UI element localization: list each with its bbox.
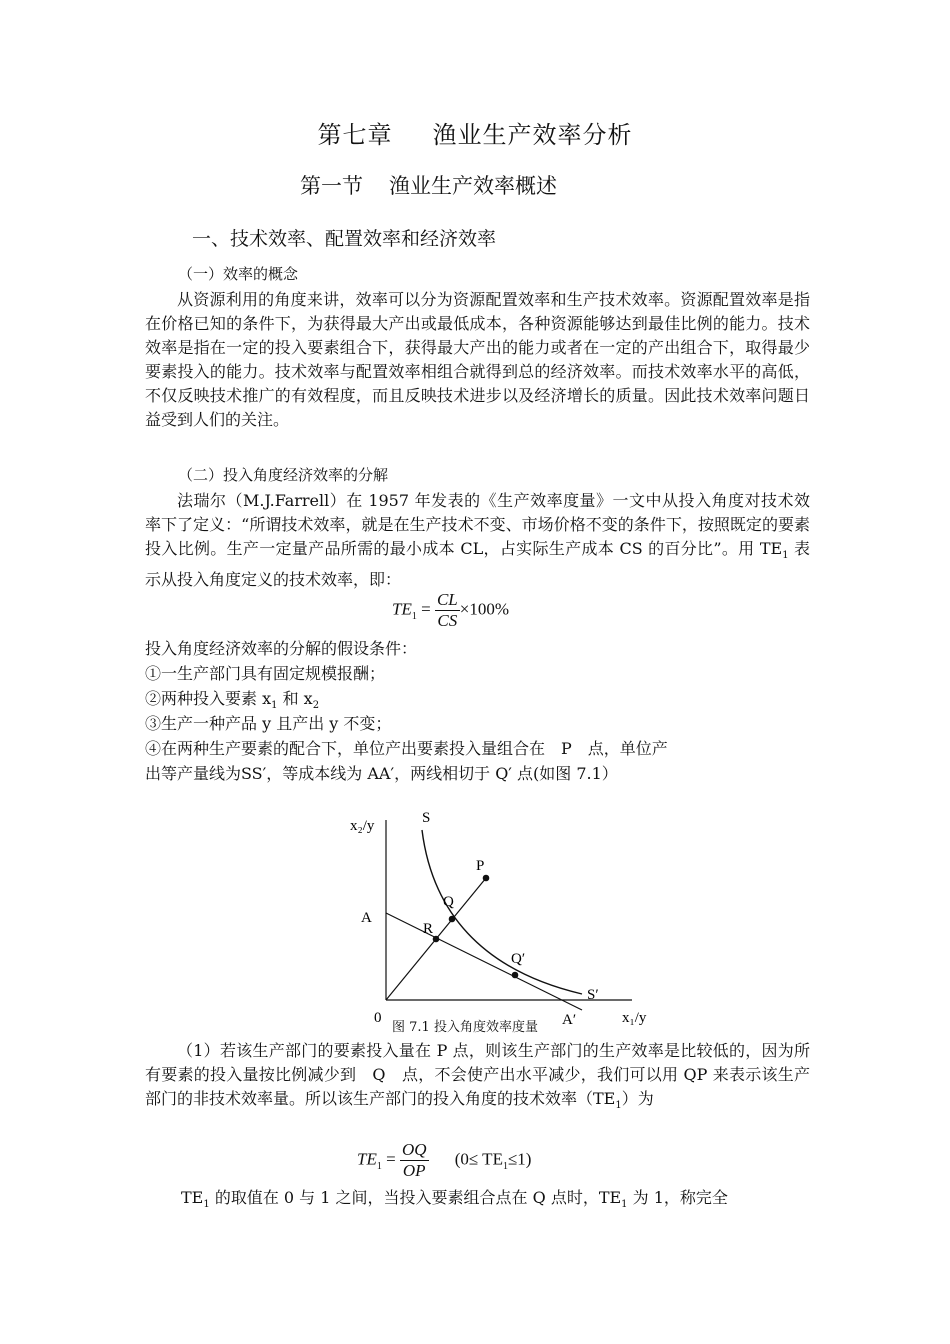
isoquant-curve-ss	[422, 830, 582, 994]
formula2-numerator: OQ	[401, 1140, 427, 1159]
label-q: Q	[443, 894, 454, 910]
point-r	[433, 936, 440, 943]
part3-sub: 1	[615, 1100, 622, 1112]
equals-sign-2: =	[386, 1149, 400, 1169]
last-line-pre: TE	[181, 1188, 204, 1207]
part3-paragraph-block	[145, 1039, 810, 1118]
formula1-sub: 1	[411, 610, 417, 622]
point-p	[483, 875, 490, 882]
y-axis-label: x₂/y	[350, 818, 375, 834]
formula1-tail: ×100%	[459, 599, 509, 619]
point-q	[449, 916, 456, 923]
label-s-prime: S′	[587, 987, 599, 1003]
point-q-prime	[512, 972, 519, 979]
formula2-range-pre: (0≤ TE	[454, 1149, 503, 1169]
formula1-lhs: TE	[392, 599, 412, 619]
assumption-4-line1: ④在两种生产要素的配合下，单位产出要素投入量组合在 P 点，单位产	[145, 739, 668, 758]
section-number: 第一节	[300, 174, 363, 198]
assumption-4-line2: 出等产量线为SS′，等成本线为 AA′，两线相切于 Q′ 点(如图 7.1）	[145, 764, 618, 783]
formula2-fraction	[400, 1140, 429, 1181]
label-r: R	[423, 921, 434, 937]
part3-paragraph	[145, 1039, 810, 1118]
part2-text-a: 法瑞尔（M.J.Farrell）在 1957 年发表的《生产效率度量》一文中从投入角度对技术效率下了定义：“所谓技术效率，就是在生产技术不变、市场价格不变的条件下，按照既定的要素投入比例。生产一定量产品所需的最小成本 CL，占实际生产成本 CS 的百分比”。用 TE	[145, 491, 810, 558]
formula-te-ratio	[357, 1140, 531, 1181]
equals-sign: =	[421, 599, 435, 619]
part1-paragraph: 从资源利用的角度来讲，效率可以分为资源配置效率和生产技术效率。资源配置效率是指在价格已知的条件下，为获得最大产出或最低成本，各种资源能够达到最佳比例的能力。技术效率是指在一定的投入要素组合下，获得最大产出的能力或者在一定的产出组合下，取得最少要素投入的能力。技术效率与配置效率相组合就得到总的经济效率。而技术效率水平的高低，不仅反映技术推广的有效程度，而且反映技术进步以及经济增长的质量。因此技术效率问题日益受到人们的关注。	[145, 290, 810, 429]
figure-caption: 图 7.1 投入角度效率度量	[392, 1020, 538, 1035]
part3-text-end: ）为	[621, 1089, 654, 1108]
efficiency-figure	[340, 800, 670, 1040]
subheading: 一、技术效率、配置效率和经济效率	[192, 228, 497, 250]
assumption-2-sub2: 2	[312, 700, 320, 712]
assumption-1: ①一生产部门具有固定规模报酬；	[145, 664, 386, 683]
label-q-prime: Q′	[511, 951, 526, 967]
chapter-title	[0, 115, 950, 150]
label-a-prime: A′	[562, 1012, 577, 1028]
chapter-number: 第七章	[317, 121, 393, 149]
formula2-range-post: ≤1)	[507, 1149, 532, 1169]
label-s: S	[422, 810, 431, 826]
formula2-denominator: OP	[402, 1161, 426, 1180]
formula1-fraction	[435, 590, 460, 631]
formula2-range-sub: 1	[502, 1160, 508, 1172]
part2-text-end: 表示从投入角度定义的技术效率，即：	[145, 539, 810, 590]
part1-heading: （一）效率的概念	[178, 265, 299, 283]
last-line-post: 为 1，称完全	[627, 1188, 728, 1207]
last-line-sub1: 1	[203, 1199, 210, 1211]
formula2-sub: 1	[376, 1160, 382, 1172]
formula-te-cost	[392, 590, 509, 631]
part3-text: （1）若该生产部门的要素投入量在 P 点，则该生产部门的生产效率是比较低的，因为所有要素的投入量按比例减少到 Q 点，不会使产出水平减少，我们可以用 QP 来表示该生产部门的非技术效率量。所以该生产部门的投入角度的技术效率（TE	[145, 1041, 810, 1108]
part2-heading: （二）投入角度经济效率的分解	[178, 466, 389, 484]
last-line-mid: 的取值在 0 与 1 之间，当投入要素组合点在 Q 点时，TE	[209, 1188, 622, 1207]
part1-paragraph-block	[145, 288, 810, 432]
x-axis-label: x₁/y	[622, 1010, 647, 1026]
label-p: P	[476, 858, 485, 874]
section-title	[300, 170, 557, 200]
last-line-sub2: 1	[621, 1199, 628, 1211]
assumption-3: ③生产一种产品 y 且产出 y 不变；	[145, 714, 392, 733]
assumption-2-pre: ②两种投入要素 x	[145, 689, 272, 708]
last-line	[181, 1186, 728, 1217]
formula1-numerator: CL	[436, 590, 458, 609]
part2-paragraph-block	[145, 489, 810, 592]
assumption-2-mid: 和 x	[277, 689, 313, 708]
chapter-name: 渔业生产效率分析	[432, 121, 633, 149]
assumptions-intro: 投入角度经济效率的分解的假设条件：	[145, 639, 418, 658]
part2-sub: 1	[782, 550, 789, 562]
part2-paragraph	[145, 489, 810, 592]
origin-label: 0	[374, 1010, 382, 1026]
assumption-2-sub1: 1	[271, 700, 278, 712]
formula1-denominator: CS	[437, 611, 458, 630]
formula2-lhs: TE	[357, 1149, 377, 1169]
isocost-line-aa	[386, 913, 582, 1010]
label-a: A	[361, 910, 372, 926]
section-name: 渔业生产效率概述	[389, 174, 557, 198]
